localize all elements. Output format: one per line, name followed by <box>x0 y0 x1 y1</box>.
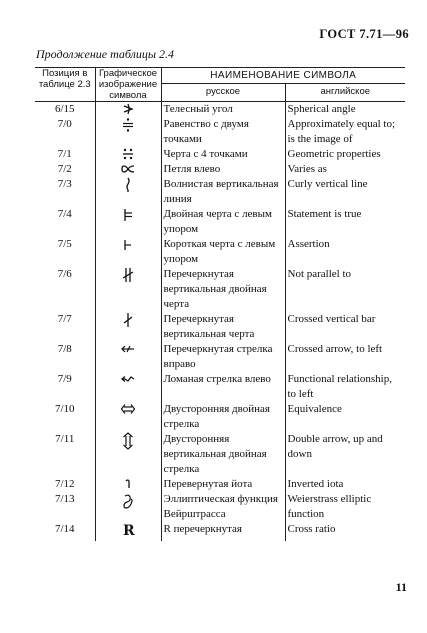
standard-header: ГОСТ 7.71—96 <box>319 27 409 41</box>
double-arrow-lr-icon <box>95 402 161 432</box>
row-english-name: Varies as <box>287 163 327 175</box>
row-position: 7/7 <box>35 312 95 342</box>
broken-arrow-icon <box>95 372 161 402</box>
row-russian-name: Перевернутая йота <box>161 477 285 492</box>
table-row <box>35 267 405 312</box>
row-english-name: Curly vertical line <box>287 178 368 190</box>
row-russian-name: Петля влево <box>161 162 285 177</box>
row-position: 7/12 <box>35 477 95 492</box>
page-number: 11 <box>395 580 407 594</box>
row-position: 7/6 <box>35 267 95 312</box>
row-russian-name: Перечеркнутая вертикальная черта <box>161 312 285 342</box>
row-russian-name: Эллиптическая функция Вейрштрасса <box>161 492 285 522</box>
header-russian: русское <box>161 84 285 102</box>
row-position: 7/10 <box>35 402 95 432</box>
row-english-name: Statement is true <box>287 208 362 220</box>
table-row <box>35 342 405 372</box>
approx-equal-icon <box>95 117 161 147</box>
table-row <box>35 312 405 342</box>
not-parallel-icon <box>95 267 161 312</box>
row-russian-name: Черта с 4 точками <box>161 147 285 162</box>
row-russian-name: Перечеркнутая стрелка вправо <box>161 342 285 372</box>
row-english-name: Functional relationship, to left <box>287 373 392 400</box>
row-russian-name: Телесный угол <box>161 102 285 118</box>
symbol-table <box>35 67 405 541</box>
row-english-name: Equivalence <box>287 403 342 415</box>
table-row <box>35 477 405 492</box>
row-russian-name: Ломаная стрелка влево <box>161 372 285 402</box>
table-row <box>35 237 405 267</box>
row-russian-name: Двусторонняя вертикальная двойная стрелка <box>161 432 285 477</box>
row-english-name: Inverted iota <box>287 478 344 490</box>
row-english-name: Assertion <box>287 238 330 250</box>
inverted-iota-icon <box>95 477 161 492</box>
row-english-name: Not parallel to <box>287 268 352 280</box>
row-english-name: Approximately equal to; is the image of <box>287 118 396 145</box>
weierstrass-icon <box>95 492 161 522</box>
row-russian-name: Перечеркнутая вертикальная двойная черта <box>161 267 285 312</box>
table-row <box>35 177 405 207</box>
row-russian-name: Двойная черта с левым упором <box>161 207 285 237</box>
table-row <box>35 522 405 541</box>
row-english-name: Crossed vertical bar <box>287 313 376 325</box>
row-position: 6/15 <box>35 102 95 118</box>
row-position: 7/11 <box>35 432 95 477</box>
table-row <box>35 372 405 402</box>
row-english-name: Cross ratio <box>287 523 336 535</box>
row-russian-name: Короткая черта с левым упором <box>161 237 285 267</box>
row-position: 7/2 <box>35 162 95 177</box>
crossed-arrow-icon <box>95 342 161 372</box>
header-glyph: Графическое изображение символа <box>95 68 161 102</box>
row-english-name: Spherical angle <box>287 103 356 115</box>
header-english: английское <box>285 84 405 102</box>
row-english-name: Geometric properties <box>287 148 381 160</box>
proportional-icon <box>95 162 161 177</box>
spherical-angle-icon <box>95 102 161 118</box>
table-row <box>35 117 405 147</box>
table-row <box>35 402 405 432</box>
four-dot-dash-icon <box>95 147 161 162</box>
double-tack-icon <box>95 207 161 237</box>
table-row <box>35 432 405 477</box>
row-position: 7/9 <box>35 372 95 402</box>
wavy-vertical-icon <box>95 177 161 207</box>
row-position: 7/14 <box>35 522 95 541</box>
row-english-name: Crossed arrow, to left <box>287 343 383 355</box>
short-tack-icon <box>95 237 161 267</box>
table-row <box>35 147 405 162</box>
row-position: 7/8 <box>35 342 95 372</box>
header-position: Позиция в таблице 2.3 <box>35 68 95 102</box>
crossed-bar-icon <box>95 312 161 342</box>
row-russian-name: Волнистая вертикальная линия <box>161 177 285 207</box>
row-english-name: Weierstrass elliptic function <box>287 493 372 520</box>
row-position: 7/1 <box>35 147 95 162</box>
table-continuation-caption: Продолжение таблицы 2.4 <box>36 47 175 61</box>
row-russian-name: Двусторонняя двойная стрелка <box>161 402 285 432</box>
crossed-r-icon <box>95 522 161 541</box>
row-russian-name: R перечеркнутая <box>161 522 285 541</box>
row-russian-name: Равенство с двумя точками <box>161 117 285 147</box>
table-row <box>35 162 405 177</box>
svg-text:R: R <box>123 523 135 538</box>
header-symbol-name: НАИМЕНОВАНИЕ СИМВОЛА <box>161 68 405 84</box>
row-position: 7/5 <box>35 237 95 267</box>
double-arrow-ud-icon <box>95 432 161 477</box>
row-position: 7/13 <box>35 492 95 522</box>
row-position: 7/3 <box>35 177 95 207</box>
row-position: 7/0 <box>35 117 95 147</box>
table-row <box>35 102 405 118</box>
row-english-name: Double arrow, up and down <box>287 433 383 460</box>
table-row <box>35 207 405 237</box>
row-position: 7/4 <box>35 207 95 237</box>
table-row <box>35 492 405 522</box>
